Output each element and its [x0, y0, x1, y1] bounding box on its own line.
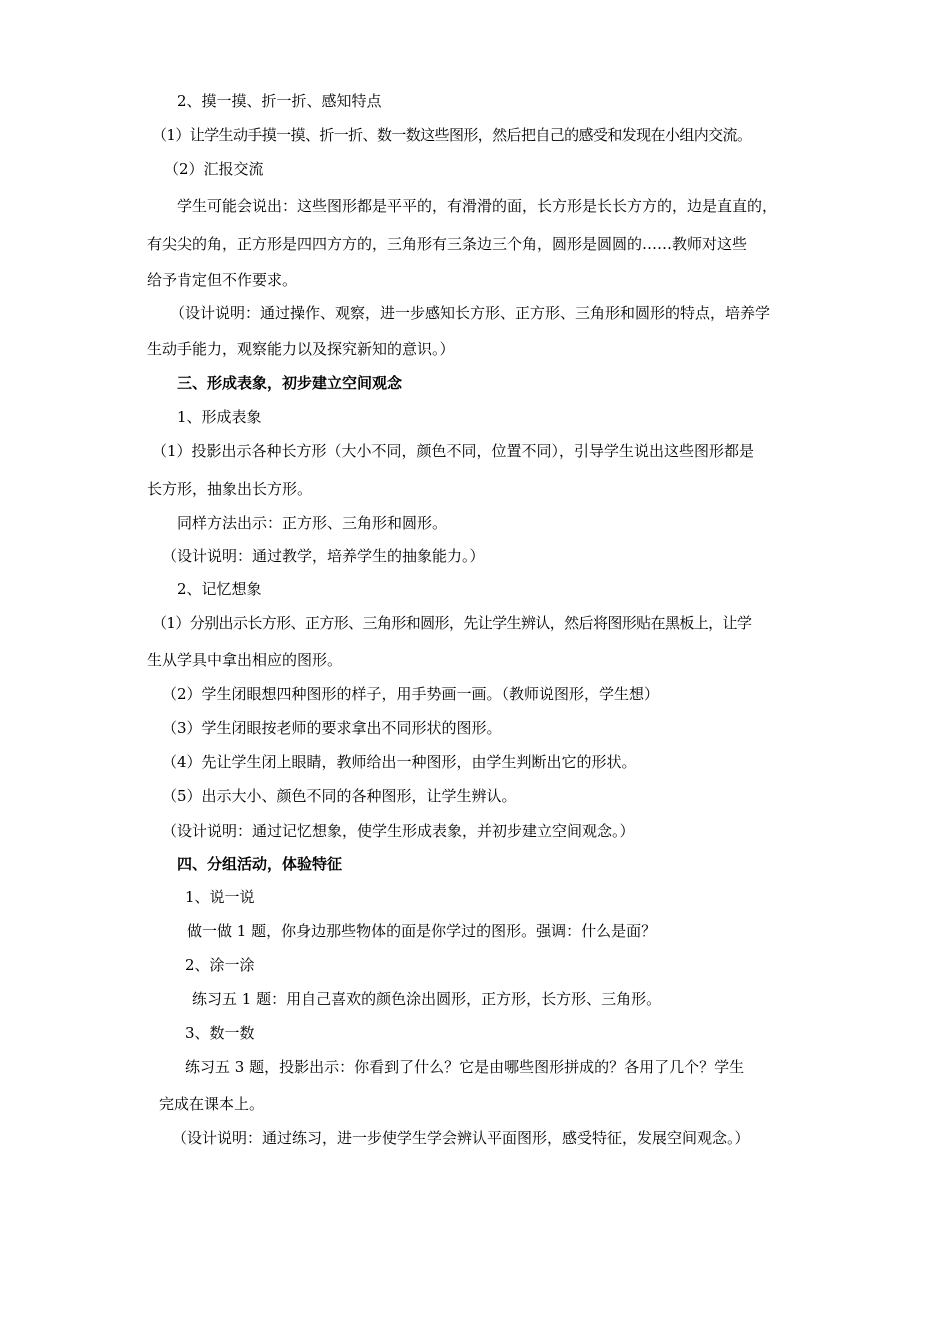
paragraph-line: 同样方法出示：正方形、三角形和圆形。 — [177, 514, 448, 532]
section-heading-4: 四、分组活动，体验特征 — [177, 855, 343, 873]
paragraph-line: 给予肯定但不作要求。 — [147, 271, 298, 289]
subheading-touch-fold: 2、摸一摸、折一折、感知特点 — [177, 92, 382, 110]
paragraph-line: （1）分别出示长方形、正方形、三角形和圆形，先让学生辨认，然后将图形贴在黑板上，让学 — [152, 614, 752, 632]
paragraph-line: （2）学生闭眼想四种图形的样子，用手势画一画。（教师说图形，学生想） — [162, 685, 660, 703]
paragraph-line: 有尖尖的角，正方形是四四方方的，三角形有三条边三个角，圆形是圆圆的……教师对这些 — [147, 235, 748, 253]
paragraph-line: 练习五 1 题：用自己喜欢的颜色涂出圆形，正方形，长方形、三角形。 — [192, 990, 662, 1008]
subheading: 3、数一数 — [185, 1024, 255, 1042]
section-heading-3: 三、形成表象，初步建立空间观念 — [177, 374, 403, 392]
paragraph-line: 长方形，抽象出长方形。 — [147, 480, 313, 498]
paragraph-line: （4）先让学生闭上眼睛，教师给出一种图形，由学生判断出它的形状。 — [162, 753, 637, 771]
subheading: 1、说一说 — [185, 888, 255, 906]
design-note-line: （设计说明：通过教学，培养学生的抽象能力。） — [162, 547, 485, 565]
paragraph-line: 做一做 1 题，你身边那些物体的面是你学过的图形。强调：什么是面？ — [187, 922, 657, 940]
paragraph-line: 完成在课本上。 — [159, 1095, 265, 1113]
subheading: 1、形成表象 — [177, 408, 262, 426]
design-note-line: （设计说明：通过操作、观察，进一步感知长方形、正方形、三角形和圆形的特点，培养学 — [170, 304, 771, 322]
paragraph-line: （1）投影出示各种长方形（大小不同，颜色不同，位置不同），引导学生说出这些图形都是 — [152, 442, 755, 460]
paragraph-line: （5）出示大小、颜色不同的各种图形，让学生辨认。 — [162, 787, 517, 805]
paragraph-line: 生从学具中拿出相应的图形。 — [147, 651, 343, 669]
paragraph-line: （2）汇报交流 — [164, 160, 264, 178]
design-note-line: （设计说明：通过练习，进一步使学生学会辨认平面图形，感受特征，发展空间观念。） — [172, 1129, 750, 1147]
design-note-line: （设计说明：通过记忆想象，使学生形成表象，并初步建立空间观念。） — [162, 822, 635, 840]
design-note-line: 生动手能力，观察能力以及探究新知的意识。） — [147, 340, 455, 358]
paragraph-line: 练习五 3 题，投影出示：你看到了什么？它是由哪些图形拼成的？各用了几个？学生 — [185, 1058, 745, 1076]
paragraph-line: 学生可能会说出：这些图形都是平平的，有滑滑的面，长方形是长长方方的，边是直直的， — [177, 197, 778, 215]
subheading: 2、记忆想象 — [177, 580, 262, 598]
paragraph-line: （1）让学生动手摸一摸、折一折、数一数这些图形，然后把自己的感受和发现在小组内交流。 — [152, 126, 752, 144]
subheading: 2、涂一涂 — [185, 956, 255, 974]
paragraph-line: （3）学生闭眼按老师的要求拿出不同形状的图形。 — [162, 719, 502, 737]
